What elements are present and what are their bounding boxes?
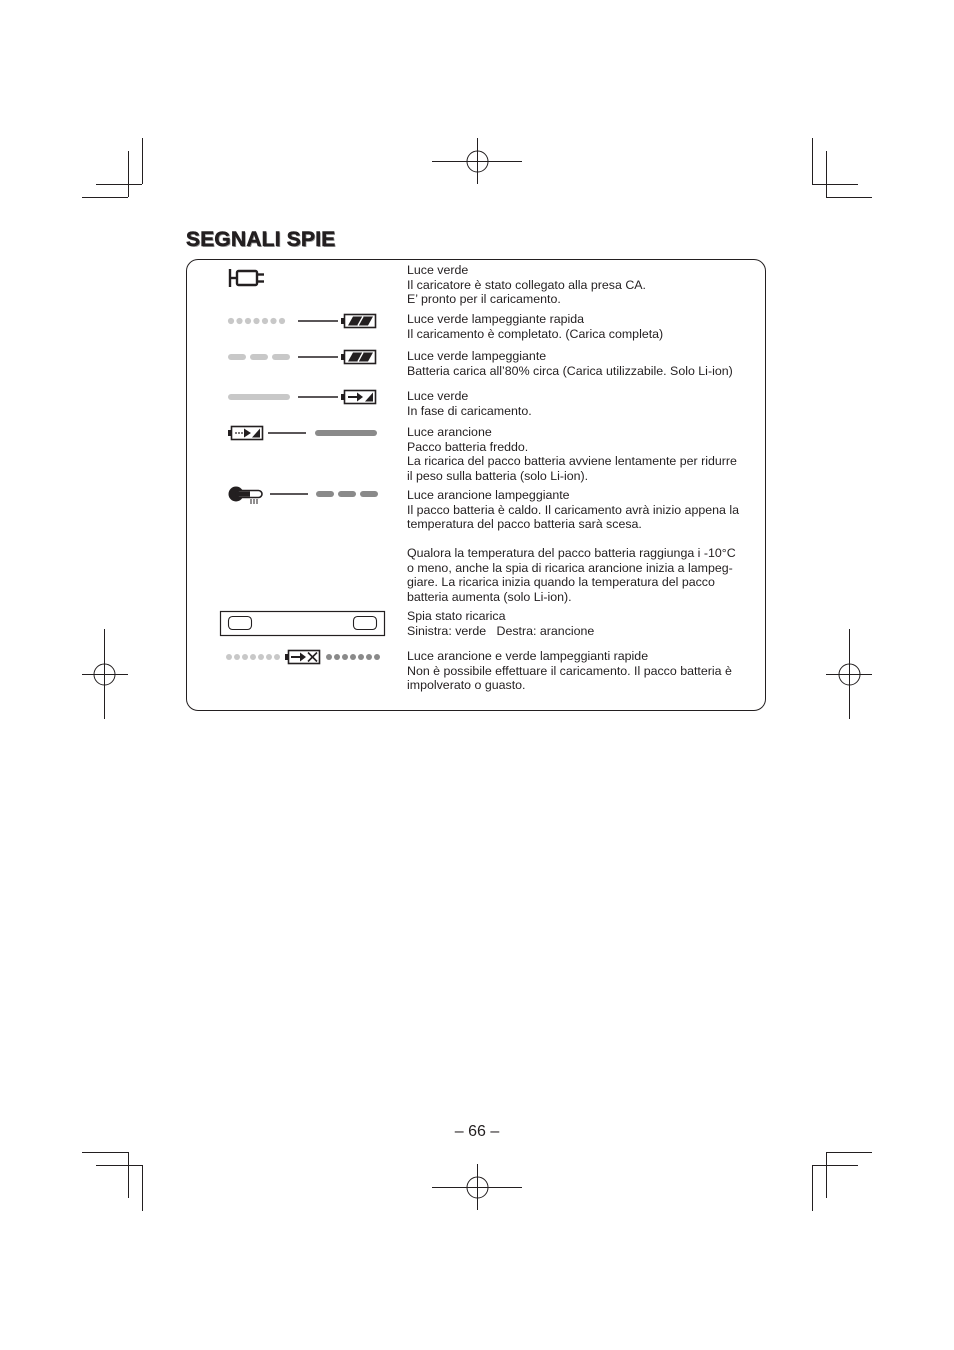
page-number: – 66 – [454,1123,500,1140]
fast-blink-green-indicator [226,311,382,331]
row-1-text: Luce verde Il caricatore è stato collegato alla presa CA. E’ pronto per il caricamento. [407,263,646,306]
row-4-text: Luce verde In fase di caricamento. [407,389,532,418]
row-8-text: Luce arancione e verde lampeggianti rapide Non è possibile effettuare il caricamento. Il pacco batteria è impolverato o guasto. [407,649,732,692]
row-5-text: Luce arancione Pacco batteria freddo. La ricarica del pacco batteria avviene lentamente per ridurre il peso sulla batteria (solo Li-ion). [407,425,737,483]
thermometer-icon [229,487,263,505]
blink-green-indicator [226,347,382,367]
battery-cold-icon [228,427,263,440]
indicator-panel-icon [219,610,387,638]
row-2-text: Luce verde lampeggiante rapida Il caricamento è completato. (Carica completa) [407,312,664,341]
row-7-text: Spia stato ricarica Sinistra: verde Destra: arancione [407,609,595,638]
steady-green-indicator [226,387,382,407]
plug-icon [228,267,268,289]
charging-error-icon [285,651,320,664]
charging-arrow-icon [341,391,376,404]
battery-full-icon [341,351,376,364]
error-blink-indicator [224,647,384,667]
left-lamp [229,617,252,630]
right-lamp [354,617,377,630]
battery-full-icon [341,315,376,328]
steady-orange-indicator [226,423,382,443]
blink-orange-indicator [226,484,382,508]
row-3-text: Luce verde lampeggiante Batteria carica all’80% circa (Carica utilizzabile. Solo Li-ion) [407,349,733,378]
row-6-text: Luce arancione lampeggiante Il pacco batteria è caldo. Il caricamento avrà inizio appena la temperatura del pacco batteria sarà scesa. Qualora la temperatura del pacco batteria raggiunga i -10°C o meno, anche la spia di ricarica arancione inizia a lampeg- giare. La ricarica inizia quando la temperatura del pacco batteria aumenta (solo Li-ion). [407,488,739,604]
section-title: SEGNALI SPIE [186,228,336,251]
